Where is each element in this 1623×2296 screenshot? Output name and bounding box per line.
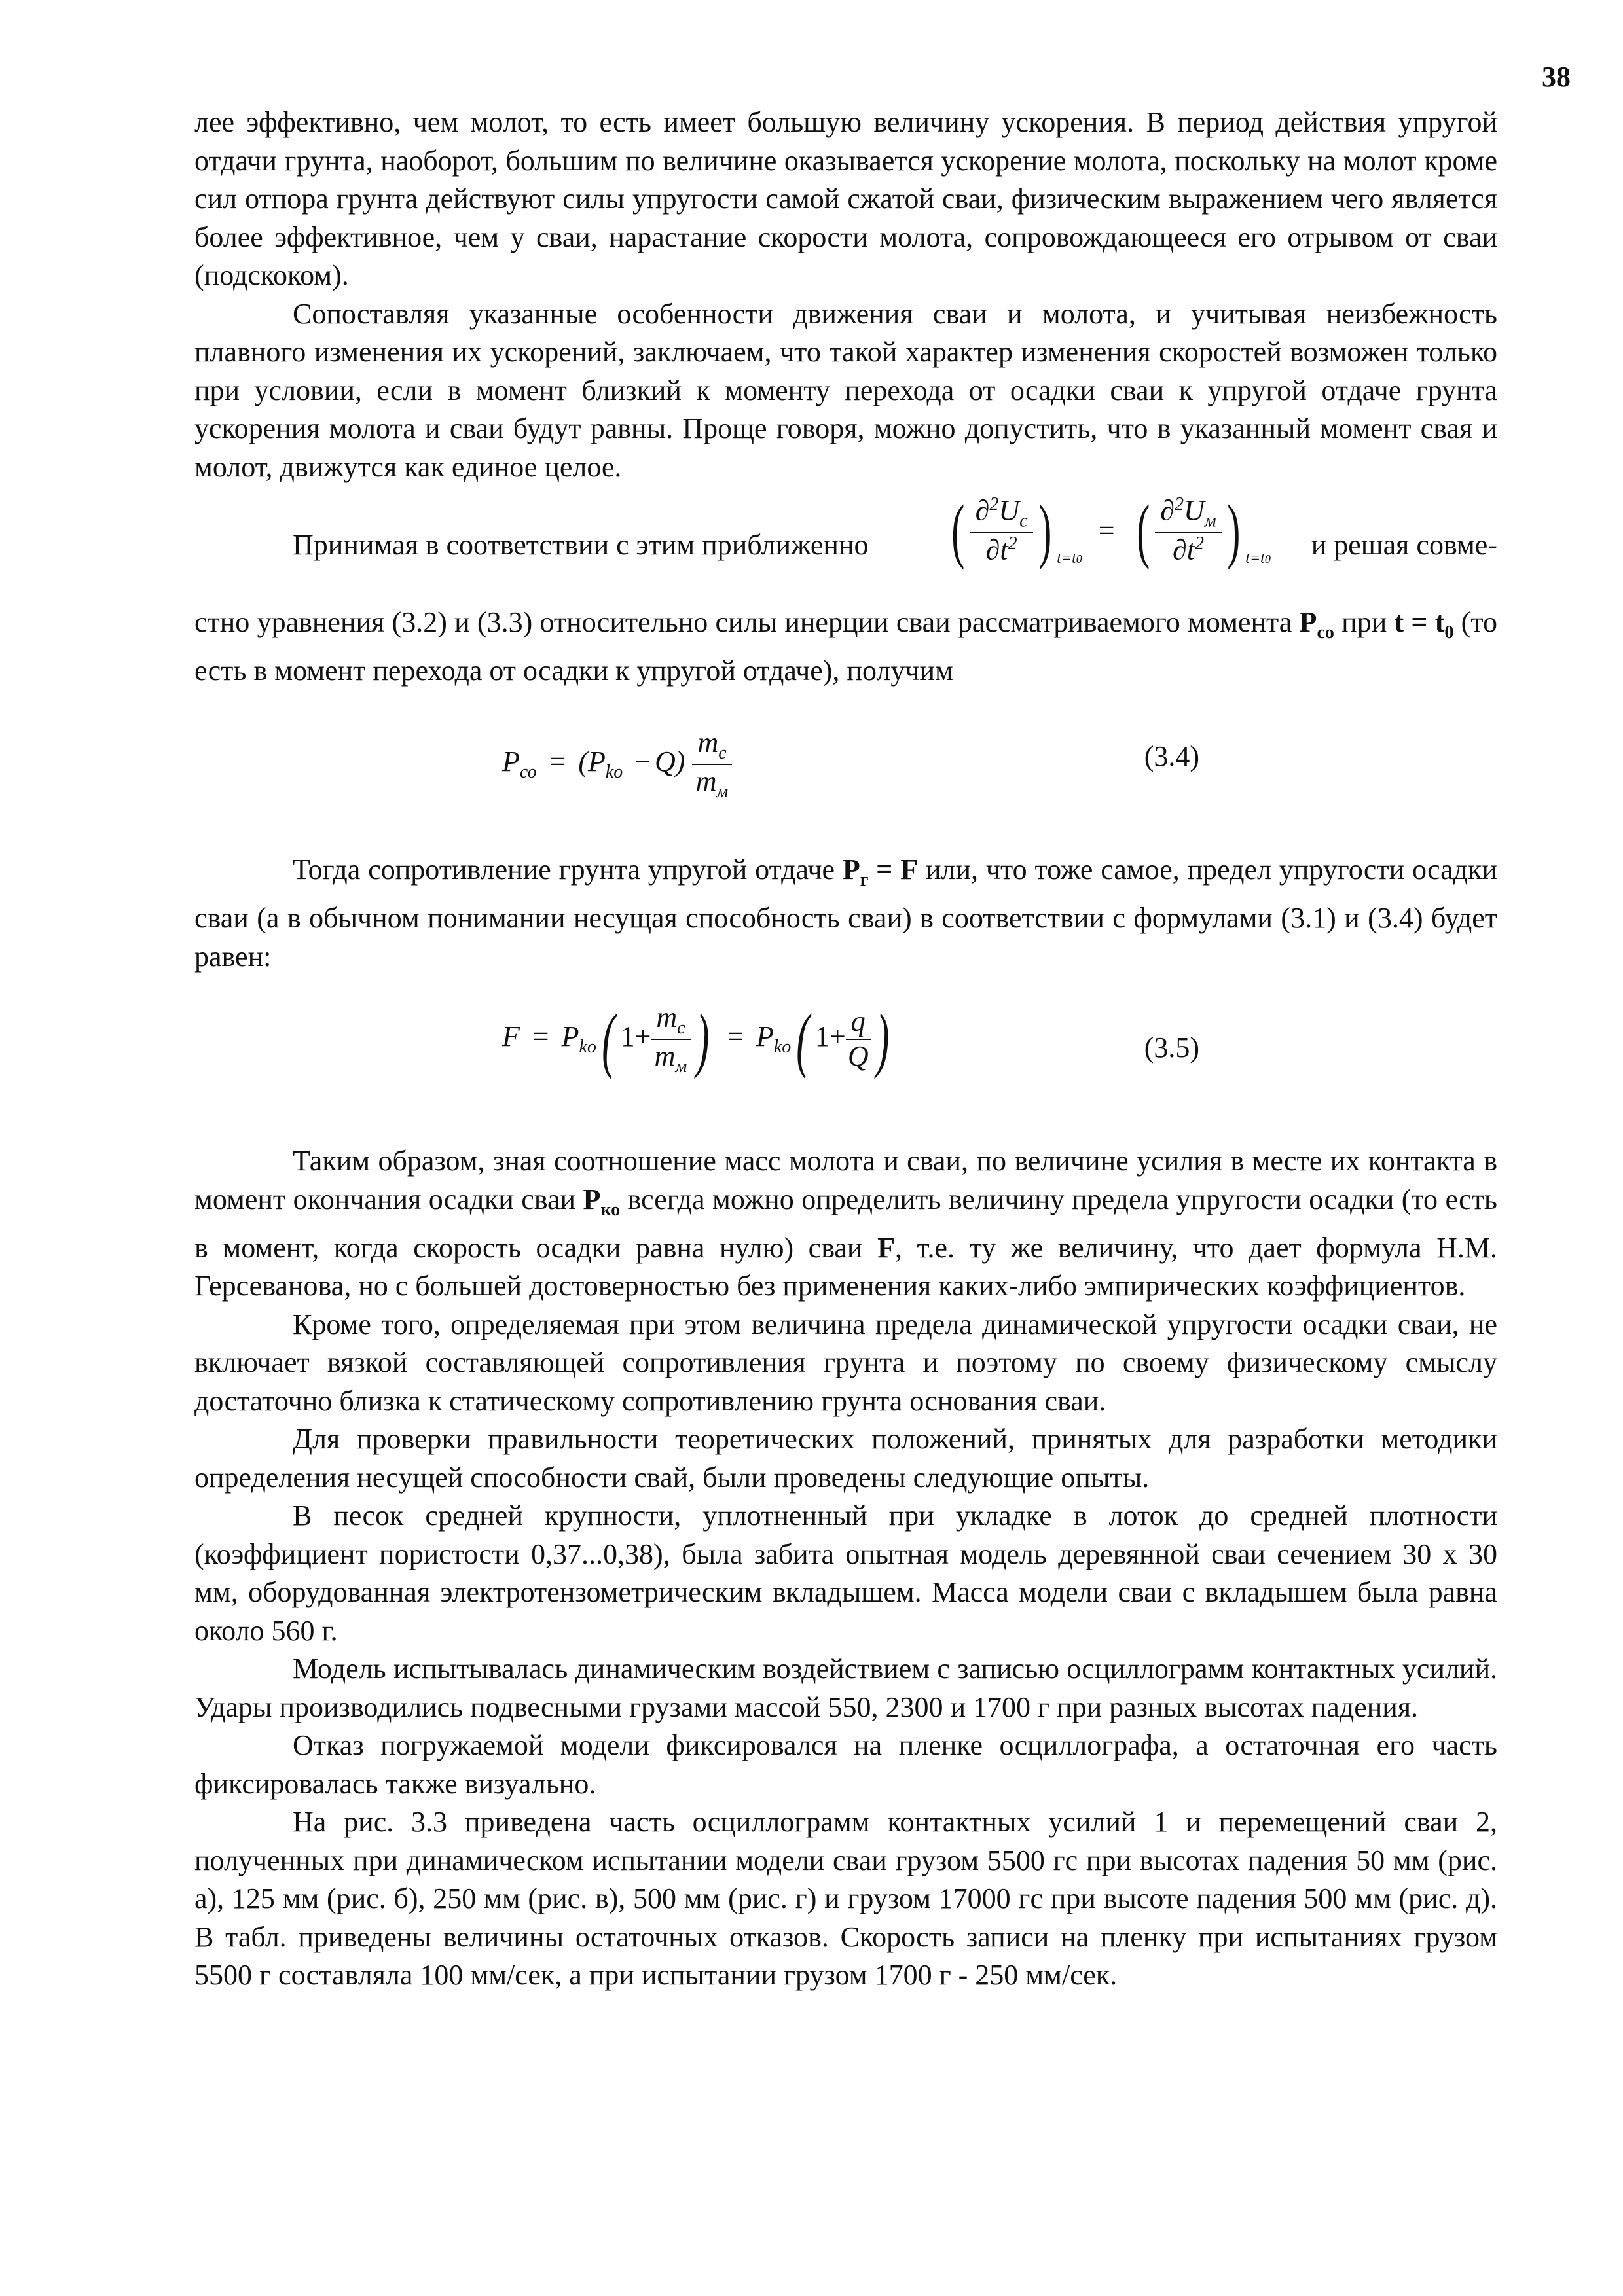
para-8: В песок средней крупности, уплотненный при укладке в лоток до средней плотности (коэффициент пористости 0,37...0,38), была забита опытная модель деревянной сваи сечением 30 х 30 мм, оборудованная электротензометрическим вкладышем. Масса модели сваи с вкладышем была равна около 560 г.	[194, 1499, 1497, 1647]
page-number: 38	[1542, 61, 1571, 93]
body-paragraphs	[194, 1142, 1497, 1995]
para-1-text: лее эффективно, чем молот, то есть имеет большую величину ускорения. В период действия упругой отдачи грунта, наоборот, большим по величине оказывается ускорение молота, поскольку на молот кроме сил отпора грунта действуют силы упругости самой сжатой сваи, физическим выражением чего является более эффективное, чем у сваи, нарастание скорости молота, сопровождающееся его отрывом от сваи (подскоком).	[194, 106, 1497, 291]
paragraph-1	[194, 103, 1497, 486]
para-11: На рис. 3.3 приведена часть осциллограмм контактных усилий 1 и перемещений сваи 2, полученных при динамическом испытании модели сваи грузом 5500 гс при высотах падения 50 мм (рис. а), 125 мм (рис. б), 250 мм (рис. в), 500 мм (рис. г) и грузом 17000 гс при высоте падения 500 мм (рис. д). В табл. приведены величины остаточных отказов. Скорость записи на пленку при испытаниях грузом 5500 г составляла 100 мм/сек, а при испытании грузом 1700 г - 250 мм/сек.	[194, 1806, 1497, 1992]
p3-tail: и решая совме-	[1311, 529, 1497, 561]
p3-lead: Принимая в соответствии с этим приближенно	[293, 529, 869, 561]
para-2-text: Сопоставляя указанные особенности движения сваи и молота, и учитывая неизбежность плавного изменения их ускорений, заключаем, что такой характер изменения скоростей возможен только при условии, если в момент близкий к моменту перехода от осадки сваи к упругой отдаче грунта ускорения молота и сваи будут равны. Проще говоря, можно допустить, что в указанный момент свая и молот, движутся как единое целое.	[194, 297, 1497, 483]
equation-3-5: $F = P_{ko}$( 1+ $\frac{m_с}{m_м}$ ) = $P_{ko}$( 1+ $\frac{q}{Q}$ ) (3.5)	[502, 999, 1199, 1079]
accel-equality-line	[194, 490, 1497, 605]
para-9: Модель испытывалась динамическим воздействием с записью осциллограмм контактных усилий. Удары производились подвесными грузами массой 550, 2300 и 1700 г при разных высотах падения.	[194, 1653, 1497, 1723]
accel-equation: ( $\frac{\partial^2U_с}{\partial t^2}$ ) $_{t=t0}$ = ( $\frac{\partial^2U_м}{\partial t^2}$ ) $_{t=t0}$	[951, 490, 1271, 571]
paragraph-3-cont: стно уравнения (3.2) и (3.3) относительно силы инерции сваи рассматриваемого момента $P_{со}$ при $t = t_0$ (то есть в момент перехода от осадки к упругой отдаче), получим	[194, 606, 1497, 687]
paragraph-4: Тогда сопротивление грунта упругой отдаче $P_г = F$ или, что тоже самое, предел упругости осадки сваи (а в обычном понимании несущая способность сваи) в соответствии с формулами (3.1) и (3.4) будет равен:	[194, 853, 1497, 973]
para-6: Кроме того, определяемая при этом величина предела динамической упругости осадки сваи, не включает вязкой составляющей сопротивления грунта и поэтому по своему физическому смыслу достаточно близка к статическому сопротивлению грунта основания сваи.	[194, 1308, 1497, 1417]
equation-3-4: $P_{со} = (P_{ko} -Q)$ $\frac{m_с}{m_м}$ (3.4)	[502, 726, 1199, 802]
para-7: Для проверки правильности теоретических положений, принятых для разработки методики определения несущей способности свай, были проведены следующие опыты.	[194, 1423, 1497, 1494]
eq-3-4-number: (3.4)	[1144, 740, 1199, 772]
para-10: Отказ погружаемой модели фиксировался на пленке осциллографа, а остаточная его часть фиксировалась также визуально.	[194, 1729, 1497, 1800]
para-5: Таким образом, зная соотношение масс молота и сваи, по величине усилия в месте их контакта в момент окончания осадки сваи $P_{ко}$ всегда можно определить величину предела упругости осадки (то есть в момент, когда скорость осадки равна нулю) сваи F, т.е. ту же величину, что дает формула Н.М. Герсеванова, но с большей достоверностью без применения каких-либо эмпирических коэффициентов.	[194, 1145, 1498, 1302]
eq-3-5-number: (3.5)	[1144, 1031, 1199, 1064]
